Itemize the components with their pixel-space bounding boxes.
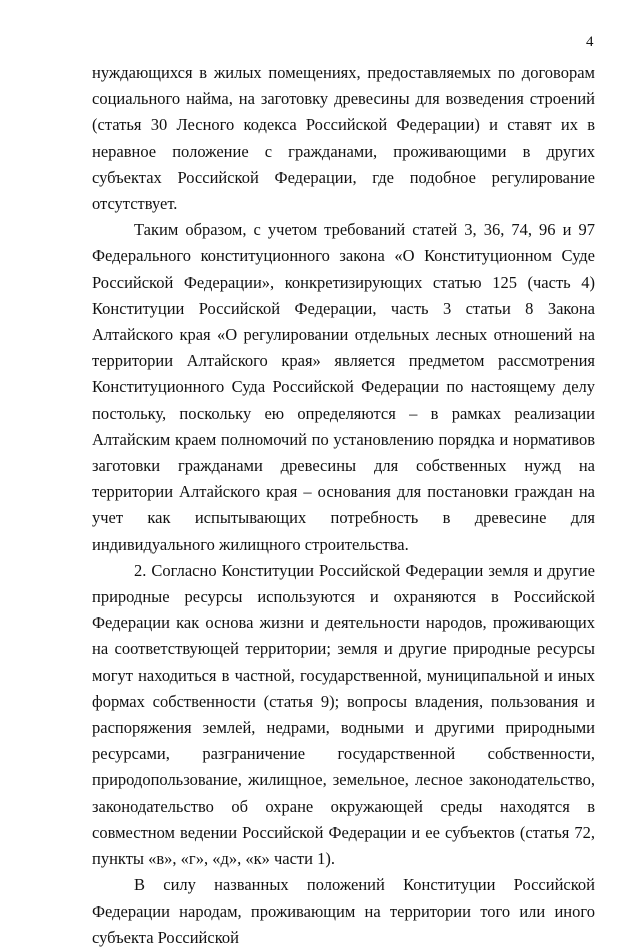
paragraph-section-2: 2. Согласно Конституции Российской Федерации земля и другие природные ресурсы используются и охраняются в Российской Федерации как основа жизни и деятельности народов, проживающих на соответствующей территории; земля и другие природные ресурсы могут находиться в частной, государственной, муниципальной и иных формах собственности (статья 9); вопросы владения, пользования и распоряжения землей, недрами, водными и другими природными ресурсами, разграничение государственной собственности, природопользование, жилищное, земельное, лесное законодательство, законодательство об охране окружающей среды находятся в совместном ведении Российской Федерации и ее субъектов (статья 72, пункты «в», «г», «д», «к» части 1).: [92, 560, 595, 869]
document-body: [92, 60, 595, 951]
paragraph-continuation: нуждающихся в жилых помещениях, предоставляемых по договорам социального найма, на заготовку древесины для возведения строений (статья 30 Лесного кодекса Российской Федерации) и ставят их в неравное положение с гражданами, проживающими в других субъектах Российской Федерации, где подобное регулирование отсутствует.: [92, 63, 595, 214]
paragraph-by-virtue: В силу названных положений Конституции Российской Федерации народам, проживающим на территории того или иного субъекта Российской: [92, 875, 595, 947]
paragraph-subject-of-review: Таким образом, с учетом требований статей 3, 36, 74, 96 и 97 Федерального конституционного закона «О Конституционном Суде Российской Федерации», конкретизирующих статью 125 (часть 4) Конституции Российской Федерации, часть 3 статьи 8 Закона Алтайского края «О регулировании отдельных лесных отношений на территории Алтайского края» является предметом рассмотрения Конституционного Суда Российской Федерации по настоящему делу постольку, поскольку ею определяются – в рамках реализации Алтайским краем полномочий по установлению порядка и нормативов заготовки гражданами древесины для собственных нужд на территории Алтайского края – основания для постановки граждан на учет как испытывающих потребность в древесине для индивидуального жилищного строительства.: [92, 220, 595, 554]
page-number: 4: [586, 34, 594, 50]
